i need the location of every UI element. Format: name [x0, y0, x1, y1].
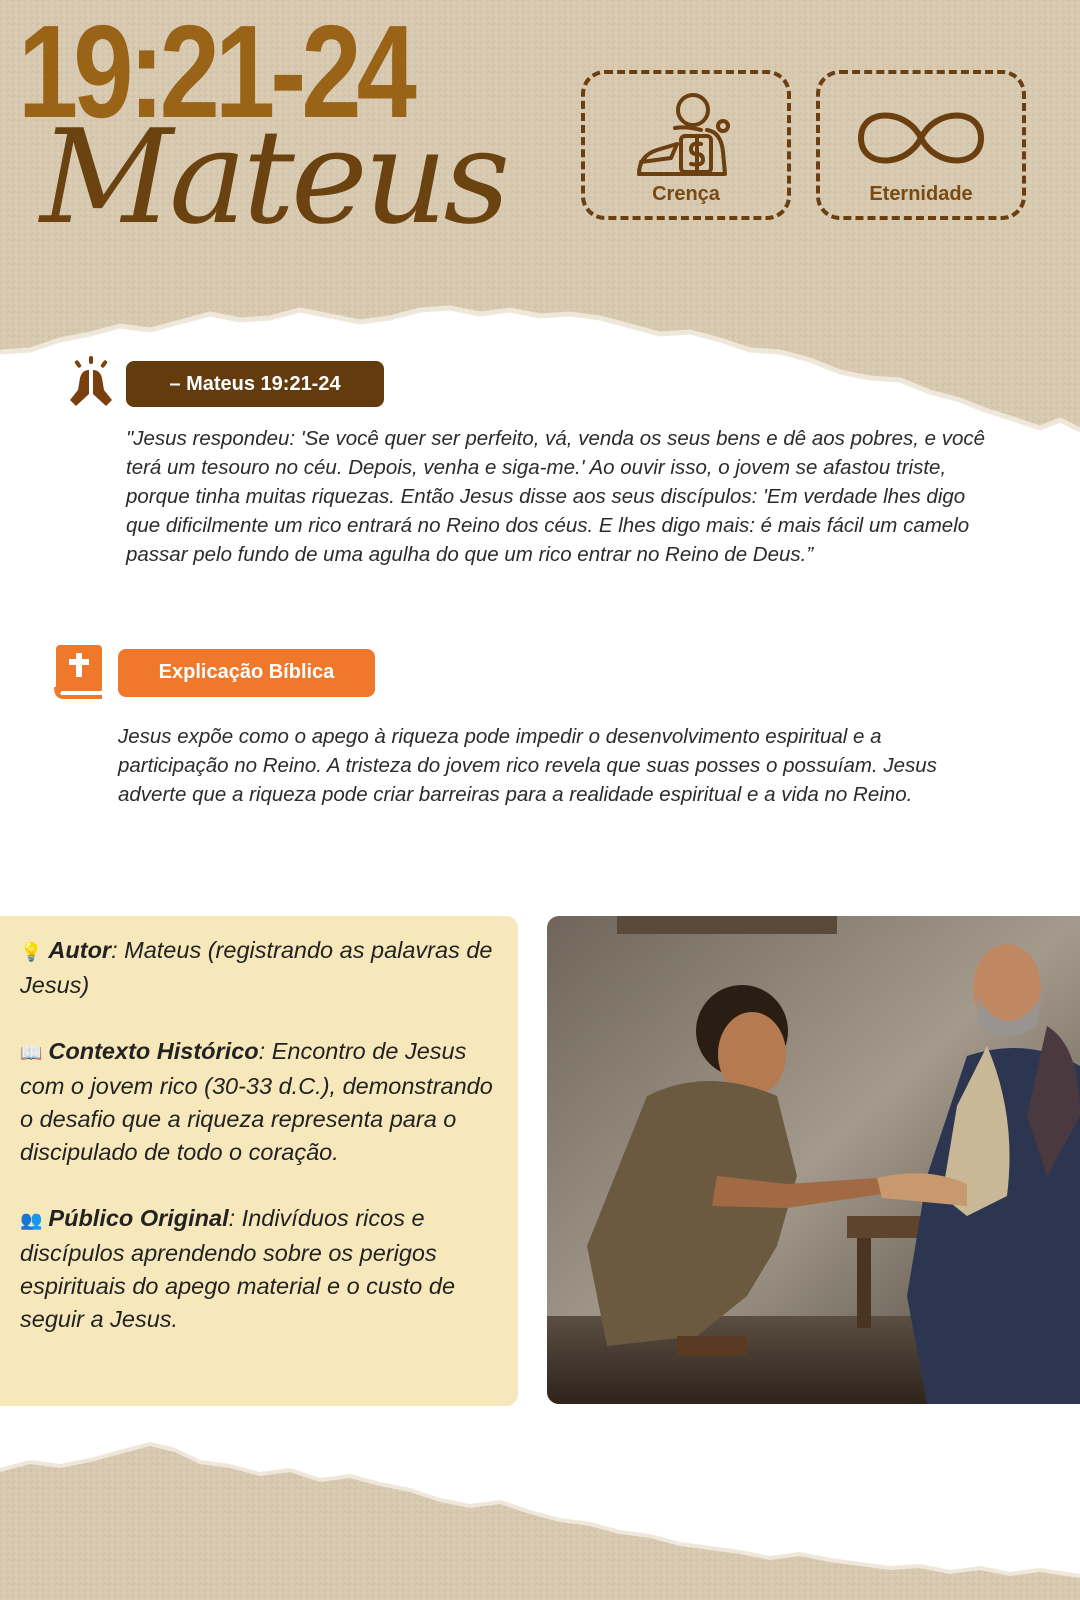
context-text: : Encontro de Jesus com o jovem rico (30-33 d.C.), demonstrando o desafio que a riqueza representa para o discipulado de todo o coração. — [20, 1038, 493, 1165]
reference-number: 19:21-24 — [18, 0, 412, 145]
author-text: : Mateus (registrando as palavras de Jesus) — [20, 937, 493, 998]
people-icon: 👥 — [20, 1210, 43, 1230]
audience-label: Público Original — [48, 1205, 229, 1231]
illustration-jesus-rich-young-man — [547, 916, 1080, 1404]
verse-reference-badge: – Mateus 19:21-24 — [126, 361, 384, 407]
theme-label-belief: Crença — [652, 183, 720, 205]
author-label: Autor — [48, 937, 112, 963]
infinity-icon — [851, 98, 991, 178]
context-label: Contexto Histórico — [48, 1038, 259, 1064]
explanation-badge: Explicação Bíblica — [118, 649, 375, 697]
explanation-text: Jesus expõe como o apego à riqueza pode impedir o desenvolvimento espiritual e a participação no Reino. A tristeza do jovem rico revela que suas posses o possuíam. Jesus adverte que a riqueza pode criar barreiras para a realidade espiritual e a vida no Reino. — [118, 725, 937, 806]
theme-card-eternity — [816, 70, 1026, 220]
theme-card-belief — [581, 70, 791, 220]
kneeling-person-money-icon — [631, 92, 741, 187]
verse-text: "Jesus respondeu: 'Se você quer ser perfeito, vá, venda os seus bens e dê aos pobres, e você terá um tesouro no céu. Depois, venha e siga-me.' Ao ouvir isso, o jovem se afastou triste, porque tinha muitas riquezas. Então Jesus disse aos seus discípulos: 'Em verdade lhes digo que dificilmente um rico entrará no Reino dos céus. E lhes digo mais: é mais fácil um camelo passar pelo fundo de uma agulha do que um rico entrar no Reino de Deus.” — [126, 427, 986, 566]
torn-paper-footer — [0, 1440, 1080, 1600]
lightbulb-icon: 💡 — [20, 942, 43, 962]
bible-icon — [54, 643, 104, 701]
theme-label-eternity: Eternidade — [869, 183, 973, 205]
open-book-icon: 📖 — [20, 1043, 43, 1063]
original-audience-info — [20, 1202, 500, 1336]
info-card — [0, 916, 518, 1406]
audience-text: : Indivíduos ricos e discípulos aprendendo sobre os perigos espirituais do apego material e o custo de seguir a Jesus. — [20, 1205, 456, 1332]
author-info — [20, 934, 500, 1002]
historical-context-info — [20, 1035, 500, 1169]
praying-hands-icon — [68, 356, 114, 410]
book-name: Mateus — [40, 101, 507, 253]
